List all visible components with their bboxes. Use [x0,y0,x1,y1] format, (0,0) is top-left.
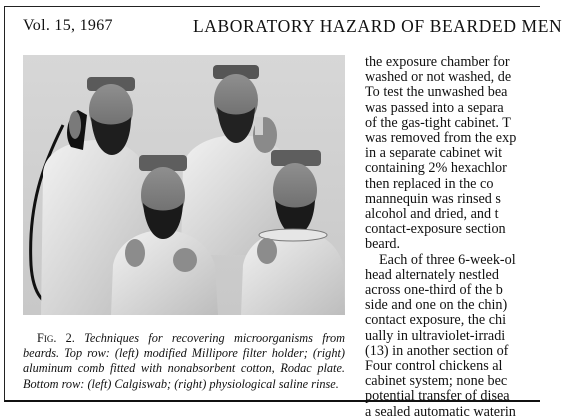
figure-caption [23,331,345,392]
body-line: was passed into a separa [365,99,504,116]
body-line: head alternately nestled [365,266,499,283]
bearded-men-photo [23,55,345,315]
body-line: ually in ultraviolet-irradi [365,327,506,344]
body-line: containing 2% hexachlor [365,160,507,177]
body-line: Four control chickens al [365,358,503,375]
body-line: mannequin was rinsed s [365,190,501,207]
body-line: cabinet system; none bec [365,373,508,390]
body-line: (13) in another section of [365,342,509,359]
body-line: across one-third of the b [365,282,503,299]
body-line: washed or not washed, de [365,69,512,86]
figure-label: Fig. 2. [37,331,75,345]
body-line: beard. [365,236,401,253]
volume-label: Vol. 15, 1967 [23,17,113,34]
body-line: was removed from the exp [365,130,517,147]
body-line: a sealed automatic waterin [365,403,516,420]
body-line: side and one on the chin) [365,297,508,314]
body-line: in a separate cabinet wit [365,145,503,162]
body-line: Each of three 6-week-ol [379,251,516,268]
body-text-column [365,54,535,420]
body-line: then replaced in the co [365,175,494,192]
body-line: contact-exposure section [365,221,506,238]
journal-page [4,6,562,420]
page-header [23,15,562,39]
body-line: of the gas-tight cabinet. T [365,114,511,131]
running-title: LABORATORY HAZARD OF BEARDED MEN [193,16,562,36]
body-line: To test the unwashed bea [365,84,508,101]
body-line: the exposure chamber for [365,54,510,70]
figure-caption-text: Techniques for recovering microorganisms from beards. Top row: (left) modified Millipore filter holder; (right) aluminum comb fitted with nonabsorbent cotton, Rodac plate. Bottom row: (left) Calgiswab; (right) physiological saline rinse. [23,331,345,391]
figure-photo [23,55,345,315]
body-line: contact exposure, the chi [365,312,507,329]
body-line: alcohol and dried, and t [365,206,499,223]
body-line: potential transfer of disea [365,388,510,405]
